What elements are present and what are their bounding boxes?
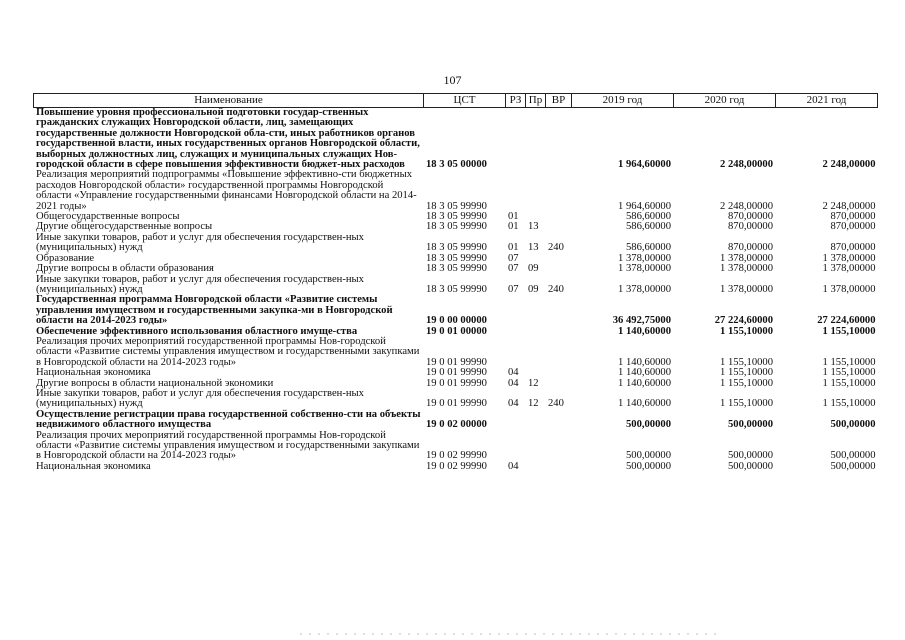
header-pr: Пр (526, 94, 546, 108)
cell-rz (506, 410, 526, 431)
cell-name: Национальная экономика (36, 460, 151, 472)
cell-pr (526, 410, 546, 431)
cell-name: Осуществление регистрации права государственной собственно-сти на объекты недвижимого областного имущества (36, 408, 421, 431)
cell-2019: 500,00000 (625, 450, 671, 462)
cell-cst: 19 0 00 00000 (426, 315, 487, 327)
cell-pr (526, 337, 546, 368)
cell-2019: 1 140,60000 (618, 325, 671, 337)
cell-vr (546, 337, 572, 368)
table-body (34, 108, 878, 473)
cell-2021: 1 378,00000 (822, 283, 876, 295)
cell-2021: 1 155,10000 (822, 367, 876, 379)
cell-name: Другие общегосударственные вопросы (36, 221, 213, 233)
cell-2021: 870,00000 (830, 242, 876, 254)
cell-cst: 18 3 05 99990 (426, 242, 487, 254)
cell-name: Реализация прочих мероприятий государственной программы Нов-городской области «Развитие системы управления имуществом и государственными закупками в Новгородской области на 2014-2023 годы» (36, 335, 420, 368)
cell-cst: 18 3 05 99990 (426, 263, 487, 275)
cell-2020: 1 155,10000 (720, 325, 773, 337)
cell-rz: 04 (508, 398, 519, 410)
cell-cst: 18 3 05 99990 (426, 252, 487, 264)
cell-cst: 18 3 05 99990 (426, 221, 487, 233)
cell-cst: 19 0 01 99990 (426, 367, 487, 379)
cell-rz: 01 (508, 211, 519, 223)
cell-name: Другие вопросы в области образования (36, 263, 214, 275)
cell-2020: 500,00000 (727, 450, 773, 462)
table-row (34, 368, 878, 378)
cell-pr: 13 (528, 221, 539, 233)
header-2021: 2021 год (776, 94, 878, 108)
cell-2020: 870,00000 (727, 221, 773, 233)
header-cst: ЦСТ (424, 94, 506, 108)
cell-pr (526, 431, 546, 462)
cell-2021: 2 248,00000 (822, 200, 876, 212)
header-2020: 2020 год (674, 94, 776, 108)
cell-2020: 1 155,10000 (720, 377, 773, 389)
table-header-row (34, 94, 878, 108)
cell-2021: 500,00000 (830, 460, 876, 472)
cell-2019: 1 378,00000 (618, 283, 671, 295)
cell-2019: 1 964,60000 (618, 200, 671, 212)
cell-2021: 1 155,10000 (822, 377, 876, 389)
cell-2019: 500,00000 (625, 460, 671, 472)
cell-cst: 18 3 05 99990 (426, 200, 487, 212)
header-rz: РЗ (506, 94, 526, 108)
cell-rz (506, 295, 526, 326)
cell-2020: 500,00000 (727, 419, 773, 431)
cell-2021: 870,00000 (830, 211, 876, 223)
cell-vr (546, 462, 572, 472)
table-row (34, 462, 878, 472)
cell-rz: 01 (508, 221, 519, 233)
cell-2020: 2 248,00000 (720, 159, 773, 171)
table-row (34, 295, 878, 326)
page-number: 107 (443, 73, 462, 87)
cell-name: Общегосударственные вопросы (36, 211, 180, 223)
cell-2021: 1 378,00000 (822, 252, 876, 264)
cell-vr (546, 170, 572, 212)
cell-name: Иные закупки товаров, работ и услуг для обеспечения государствен-ных (муниципальных) нужд (36, 387, 364, 410)
cell-2020: 1 155,10000 (720, 367, 773, 379)
cell-cst: 18 3 05 99990 (426, 211, 487, 223)
cell-2019: 1 140,60000 (618, 398, 671, 410)
cell-2021: 1 155,10000 (822, 325, 876, 337)
table-row (34, 264, 878, 274)
cell-2019: 1 964,60000 (618, 159, 671, 171)
cell-rz: 07 (508, 283, 519, 295)
cell-2020: 870,00000 (727, 242, 773, 254)
cell-2020: 27 224,60000 (714, 315, 773, 327)
cell-pr: 13 (528, 242, 539, 254)
cell-2021: 1 155,10000 (822, 398, 876, 410)
cell-2021: 27 224,60000 (817, 315, 876, 327)
cell-2021: 1 155,10000 (822, 356, 876, 368)
cell-2019: 586,60000 (625, 242, 671, 254)
cell-name: Реализация мероприятий подпрограммы «Повышение эффективно-сти бюджетных расходов Новгородской области» государственной программы Новгородской области «Управление государственными финансами Новгородской области на 2014-2021 годы» (36, 169, 417, 212)
cell-pr (526, 108, 546, 171)
cell-vr (546, 368, 572, 378)
cell-cst: 19 0 02 99990 (426, 460, 487, 472)
cell-rz: 01 (508, 242, 519, 254)
cell-name: Иные закупки товаров, работ и услуг для обеспечения государствен-ных (муниципальных) нужд (36, 273, 364, 295)
cell-vr: 240 (548, 242, 564, 254)
cell-name: Государственная программа Новгородской области «Развитие системы управления имуществом и государственными закупка-ми в Новгородской области на 2014-2023 годы» (36, 294, 393, 327)
header-vr: ВР (546, 94, 572, 108)
cell-cst: 19 0 01 00000 (426, 325, 487, 337)
cell-cst: 19 0 02 00000 (426, 419, 487, 431)
cell-cst: 19 0 01 99990 (426, 377, 487, 389)
cell-2020: 2 248,00000 (720, 200, 773, 212)
cell-name: Обеспечение эффективного использования областного имуще-ства (36, 325, 358, 337)
table-row (34, 233, 878, 254)
cell-2019: 1 378,00000 (618, 263, 671, 275)
cell-pr (526, 327, 546, 337)
cell-2021: 1 378,00000 (822, 263, 876, 275)
cell-2019: 1 378,00000 (618, 252, 671, 264)
cell-2020: 500,00000 (727, 460, 773, 472)
cell-cst: 19 0 01 99990 (426, 398, 487, 410)
cell-2021: 870,00000 (830, 221, 876, 233)
cell-pr (526, 170, 546, 212)
cell-vr: 240 (548, 283, 564, 295)
cell-rz: 04 (508, 460, 519, 472)
cell-2019: 586,60000 (625, 221, 671, 233)
table-row (34, 431, 878, 462)
table-row (34, 337, 878, 368)
table-row (34, 170, 878, 212)
cell-2021: 500,00000 (830, 450, 876, 462)
cell-2019: 36 492,75000 (612, 315, 671, 327)
cell-vr (546, 254, 572, 264)
cell-pr: 09 (528, 263, 539, 275)
cell-2020: 1 378,00000 (720, 263, 773, 275)
cell-rz: 04 (508, 367, 519, 379)
cell-vr (546, 410, 572, 431)
cell-rz: 07 (508, 252, 519, 264)
cell-rz: 04 (508, 377, 519, 389)
scan-artifact-line (300, 633, 720, 635)
cell-vr (546, 108, 572, 171)
cell-2020: 1 155,10000 (720, 398, 773, 410)
cell-pr: 12 (528, 398, 539, 410)
table-row (34, 275, 878, 296)
cell-cst: 19 0 01 99990 (426, 356, 487, 368)
cell-cst: 19 0 02 99990 (426, 450, 487, 462)
cell-pr: 09 (528, 283, 539, 295)
cell-rz: 07 (508, 263, 519, 275)
cell-cst: 18 3 05 99990 (426, 283, 487, 295)
cell-2019: 586,60000 (625, 211, 671, 223)
cell-2021: 2 248,00000 (822, 159, 876, 171)
cell-vr (546, 295, 572, 326)
cell-vr (546, 327, 572, 337)
cell-name: Национальная экономика (36, 367, 151, 379)
cell-vr (546, 212, 572, 222)
cell-name: Другие вопросы в области национальной экономики (36, 377, 274, 389)
cell-vr (546, 431, 572, 462)
cell-pr (526, 462, 546, 472)
cell-vr: 240 (548, 398, 564, 410)
cell-2020: 870,00000 (727, 211, 773, 223)
header-name: Наименование (34, 94, 424, 108)
cell-pr (526, 368, 546, 378)
cell-name: Иные закупки товаров, работ и услуг для обеспечения государствен-ных (муниципальных) нужд (36, 231, 364, 254)
cell-2019: 1 140,60000 (618, 367, 671, 379)
cell-name: Повышение уровня профессиональной подготовки государ-ственных гражданских служащих Новгородской области, лиц, замещающих государственные должности Новгородской обла-сти, иных работников органов государственной власти, иных государственных органов Новгородской области, выборных должностных лиц, служащих и муниципальных служащих Нов-городской области в сфере повышения эффективности бюджет-ных расходов (36, 107, 420, 171)
cell-name: Образование (36, 252, 95, 264)
cell-2020: 1 378,00000 (720, 252, 773, 264)
cell-2021: 500,00000 (830, 419, 876, 431)
budget-table (33, 93, 878, 472)
cell-rz (506, 337, 526, 368)
table-row (34, 108, 878, 171)
cell-rz (506, 108, 526, 171)
cell-pr: 12 (528, 377, 539, 389)
cell-2019: 1 140,60000 (618, 377, 671, 389)
table-row (34, 389, 878, 410)
cell-name: Реализация прочих мероприятий государственной программы Нов-городской области «Развитие системы управления имуществом и государственными закупками в Новгородской области на 2014-2023 годы» (36, 429, 420, 462)
cell-2020: 1 378,00000 (720, 283, 773, 295)
cell-rz (506, 431, 526, 462)
cell-vr (546, 379, 572, 389)
table-row (34, 410, 878, 431)
cell-2020: 1 155,10000 (720, 356, 773, 368)
cell-rz (506, 170, 526, 212)
header-2019: 2019 год (572, 94, 674, 108)
cell-2019: 1 140,60000 (618, 356, 671, 368)
cell-2019: 500,00000 (625, 419, 671, 431)
cell-vr (546, 222, 572, 232)
cell-vr (546, 264, 572, 274)
cell-pr (526, 295, 546, 326)
cell-cst: 18 3 05 00000 (426, 159, 487, 171)
cell-rz (506, 327, 526, 337)
